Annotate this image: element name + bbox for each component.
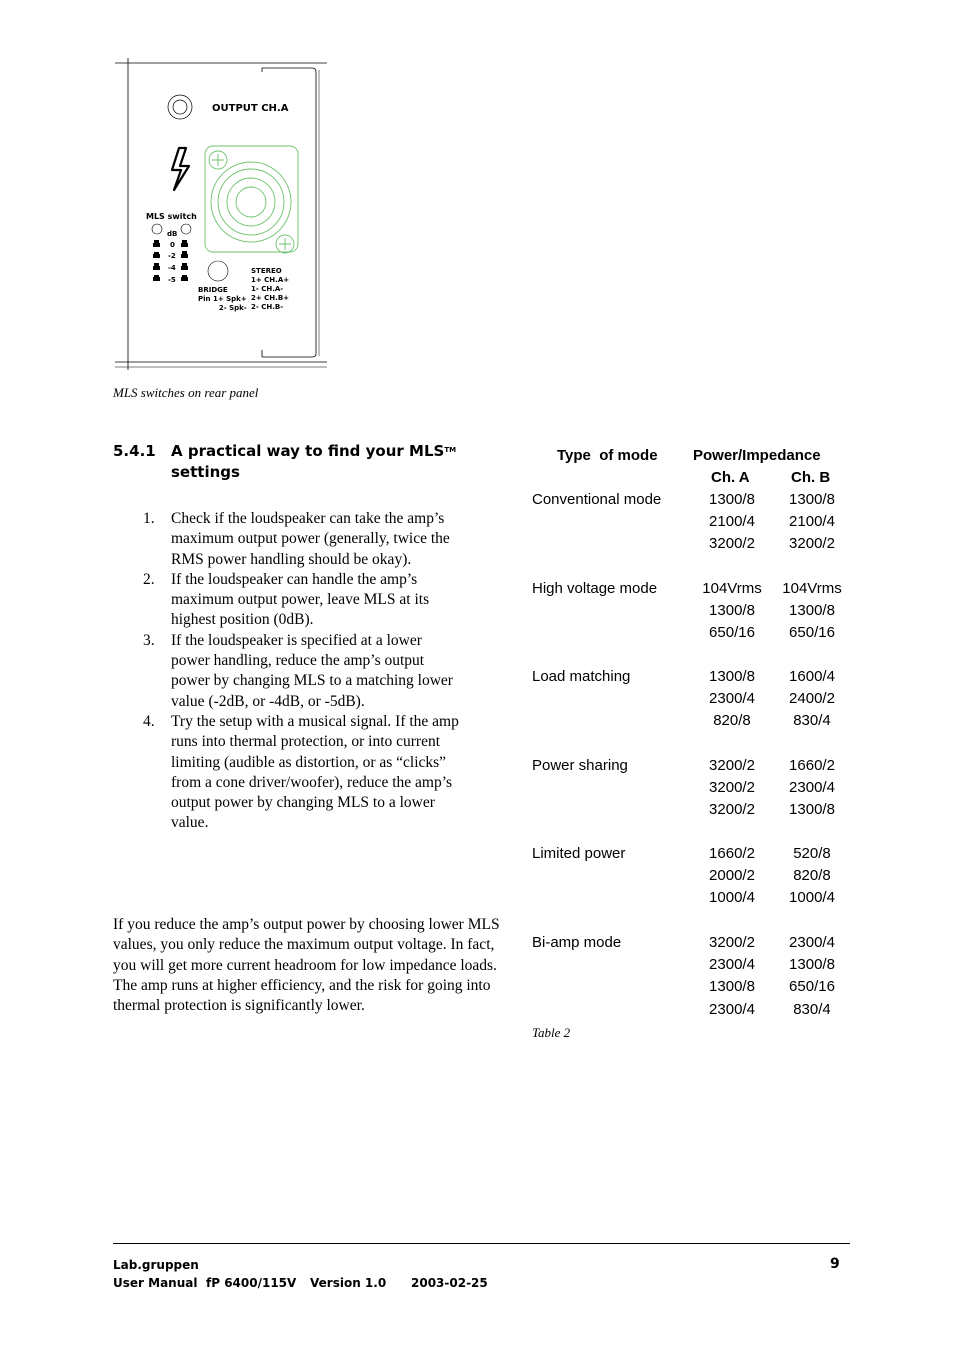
db-level-4: -4: [168, 264, 176, 272]
ch-a-value: 2100/4: [709, 513, 755, 531]
ch-b-value: 3200/2: [789, 535, 835, 553]
header-ch-b: Ch. B: [791, 469, 831, 486]
page-number: 9: [830, 1256, 840, 1272]
ch-b-value: 830/4: [793, 1000, 831, 1018]
ch-a-value: 3200/2: [709, 535, 755, 553]
ch-a-value: 3200/2: [709, 801, 755, 819]
ch-b-value: 1300/8: [789, 602, 835, 620]
table-caption: Table 2: [532, 1025, 571, 1040]
mode-name: Conventional mode: [532, 491, 662, 508]
list-item: 1. Check if the loudspeaker can take the amp’s maximum output power (generally, twice the RMS power handling should be okay).: [143, 510, 450, 568]
mode-name: High voltage mode: [532, 580, 658, 597]
header-type-of-mode: Type of mode: [557, 447, 658, 464]
ch-a-value: 1660/2: [709, 845, 755, 862]
footer-date: 2003-02-25: [411, 1276, 488, 1290]
mode-name: Bi-amp mode: [532, 934, 622, 951]
ch-a-value: 2300/4: [709, 956, 755, 974]
header-ch-a: Ch. A: [711, 469, 750, 486]
figure-caption: MLS switches on rear panel: [113, 385, 259, 400]
ch-a-value: 820/8: [713, 712, 751, 730]
ch-a-value: 3200/2: [709, 779, 755, 797]
section-title: A practical way to find your MLS™ settings: [171, 442, 457, 481]
db-level-0: 0: [170, 241, 175, 249]
list-item: 2. If the loudspeaker can handle the amp’s maximum output power, leave MLS at its highest position (0dB).: [143, 570, 430, 629]
ch-b-value: 2100/4: [789, 513, 835, 531]
list-item: 4. Try the setup with a musical signal. If the amp runs into thermal protection, or into current limiting (audible as distortion, or as “clicks” from a cone driver/woofer), reduce the amp’s output power by changing MLS to a lower value.: [143, 712, 459, 832]
ch-a-value: 3200/2: [709, 934, 755, 951]
ch-b-value: 820/8: [793, 867, 831, 885]
footer-rule: [113, 1243, 850, 1244]
ch-b-value: 520/8: [793, 845, 831, 862]
mode-name: Limited power: [532, 845, 626, 862]
ch-b-value: 650/16: [789, 978, 835, 996]
ch-b-value: 2300/4: [789, 779, 835, 797]
footer-brand: Lab.gruppen: [113, 1258, 199, 1272]
ch-a-value: 2300/4: [709, 690, 755, 708]
output-ch-a-label: OUTPUT CH.A: [212, 103, 289, 114]
db-level-5: -5: [168, 276, 176, 284]
ch-b-value: 1300/8: [789, 956, 835, 974]
ch-a-value: 104Vrms: [702, 580, 762, 597]
ch-b-value: 1660/2: [789, 757, 835, 774]
db-level-2: -2: [168, 252, 176, 260]
stereo-label: STEREO 1+ CH.A+ 1- CH.A- 2+ CH.B+ 2- CH.B-: [251, 267, 290, 311]
ch-b-value: 104Vrms: [782, 580, 842, 597]
footer-model: fP 6400/115V: [206, 1276, 297, 1290]
ch-a-value: 1300/8: [709, 602, 755, 620]
mode-name: Load matching: [532, 668, 631, 685]
ch-a-value: 650/16: [709, 624, 755, 642]
bridge-label: BRIDGE Pin 1+ Spk+ 2- Spk-: [198, 286, 247, 312]
ch-b-value: 1300/8: [789, 491, 835, 508]
ch-a-value: 3200/2: [709, 757, 755, 774]
footer-manual: User Manual: [113, 1276, 198, 1290]
mode-name: Power sharing: [532, 757, 628, 774]
ch-b-value: 1300/8: [789, 801, 835, 819]
ch-b-value: 650/16: [789, 624, 835, 642]
mls-switch-label: MLS switch: [146, 212, 197, 221]
ch-a-value: 2000/2: [709, 867, 755, 885]
header-power-impedance: Power/Impedance: [693, 447, 821, 464]
ch-a-value: 2300/4: [709, 1000, 755, 1018]
ch-b-value: 1000/4: [789, 889, 835, 907]
ch-a-value: 1000/4: [709, 889, 755, 907]
explanation-paragraph: If you reduce the amp’s output power by choosing lower MLS values, you only reduce the maximum output voltage. In fact, you will get more current headroom for low impedance loads. The amp runs at higher efficiency, and the risk for going into thermal protection is significantly lower.: [113, 916, 500, 1015]
list-item: 3. If the loudspeaker is specified at a lower power handling, reduce the amp’s output power by changing MLS to a matching lower value (-2dB, or -4dB, or -5dB).: [143, 631, 453, 710]
ch-a-value: 1300/8: [709, 491, 755, 508]
ch-b-value: 2300/4: [789, 934, 835, 951]
section-number: 5.4.1: [113, 442, 156, 460]
ch-b-value: 1600/4: [789, 668, 835, 685]
trademark-mark: TM: [444, 446, 457, 454]
ch-a-value: 1300/8: [709, 668, 755, 685]
db-label: dB: [167, 230, 178, 238]
ch-a-value: 1300/8: [709, 978, 755, 996]
ch-b-value: 830/4: [793, 712, 831, 730]
ch-b-value: 2400/2: [789, 690, 835, 708]
footer-version: Version 1.0: [310, 1276, 387, 1290]
